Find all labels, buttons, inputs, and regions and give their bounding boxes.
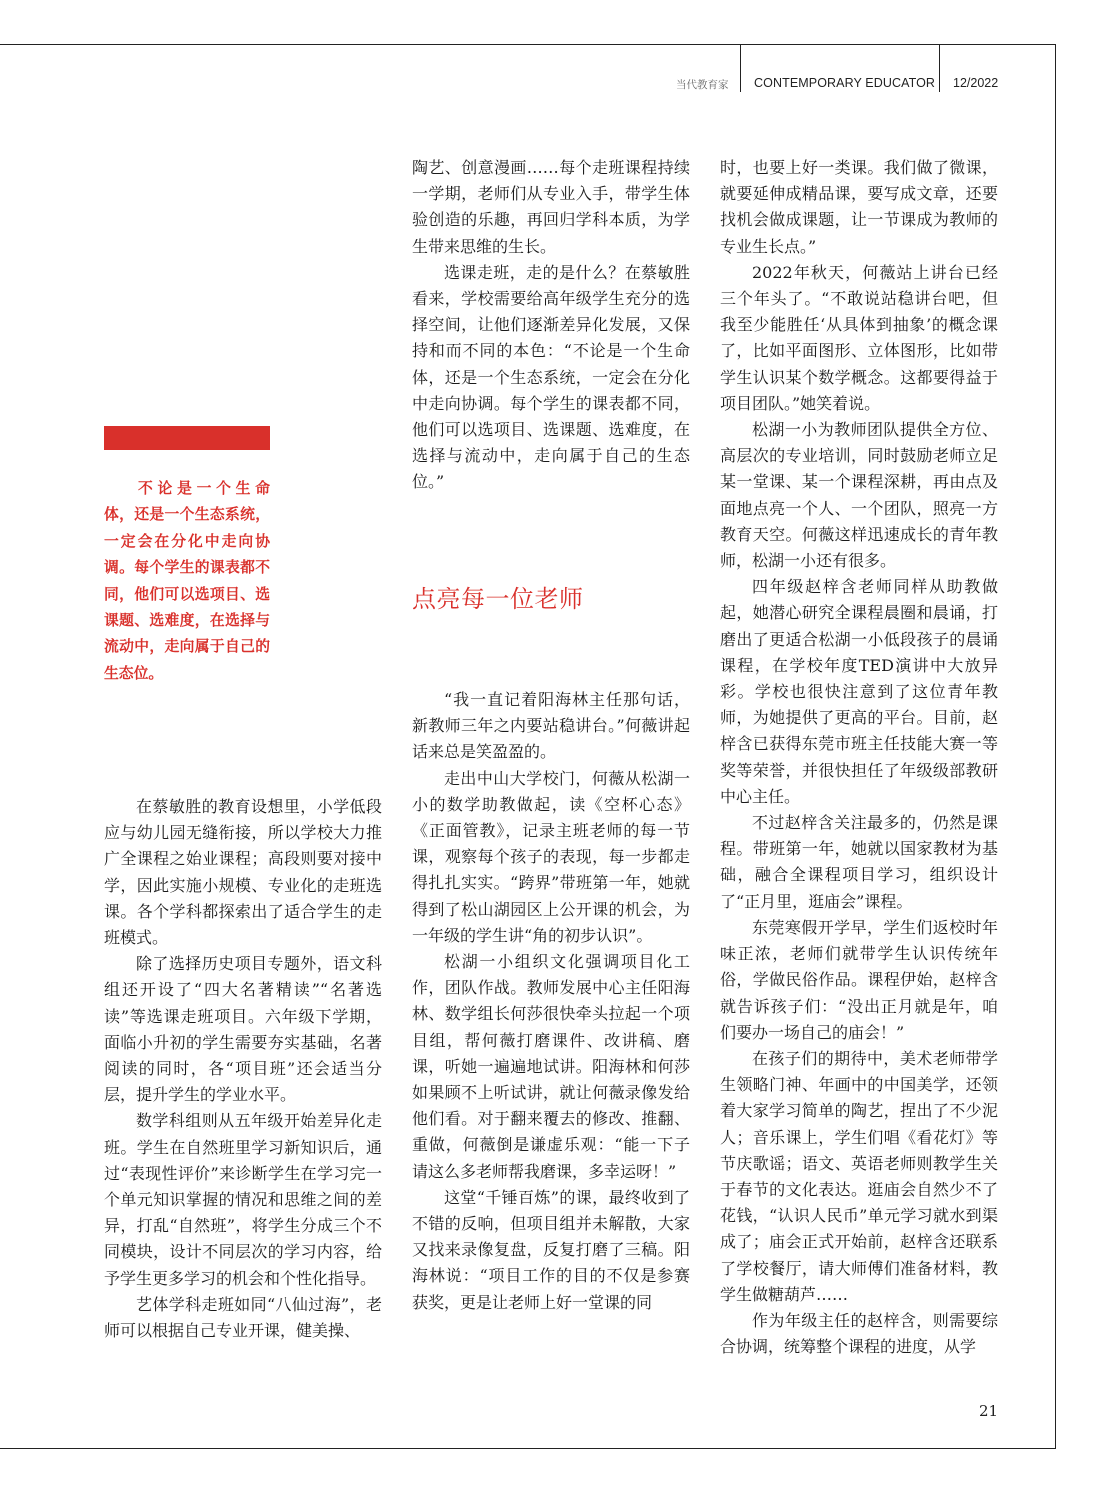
paragraph: 走出中山大学校门，何薇从松湖一小的数学助教做起，读《空杯心态》《正面管教》，记录主班老师的每一节课，观察每个孩子的表现，每一步都走得扎扎实实。“跨界”带班第一年，她就得到了松山湖园区上公开课的机会，为一年级的学生讲“角的初步认识”。 (412, 768, 690, 945)
bottom-rule (0, 1448, 1056, 1449)
paragraph: 在蔡敏胜的教育设想里，小学低段应与幼儿园无缝衔接，所以学校大力推广全课程之始业课程；高段则要对接中学，因此实施小规模、专业化的走班选课。各个学科都探索出了适合学生的走班模式。 (104, 797, 382, 948)
paragraph: 松湖一小组织文化强调项目化工作，团队作战。教师发展中心主任阳海林、数学组长何莎很快牵头拉起一个项目组，帮何薇打磨课件、改讲稿、磨课，听她一遍遍地试讲。阳海林和何莎如果顾不上听试讲，就让何薇录像发给他们看。对于翻来覆去的修改、推翻、重做，何薇倒是谦虚乐观：“能一下子请这么多老师帮我磨课，多幸运呀！” (412, 952, 690, 1181)
paragraph: 2022年秋天，何薇站上讲台已经三个年头了。“不敢说站稳讲台吧，但我至少能胜任‘从具体到抽象’的概念课了，比如平面图形、立体图形，比如带学生认识某个数学概念。这都要得益于项目团队。”她笑着说。 (720, 262, 998, 413)
paragraph: 不过赵梓含关注最多的，仍然是课程。带班第一年，她就以国家教材为基础，融合全课程项目学习，组织设计了“正月里，逛庙会”课程。 (720, 813, 998, 911)
paragraph: 松湖一小为教师团队提供全方位、高层次的专业培训，同时鼓励老师立足某一堂课、某一个课程深耕，再由点及面地点亮一个人、一个团队，照亮一方教育天空。何薇这样迅速成长的青年教师，松湖一小还有很多。 (720, 420, 998, 571)
paragraph: “我一直记着阳海林主任那句话，新教师三年之内要站稳讲台。”何薇讲起话来总是笑盈盈的。 (412, 690, 690, 762)
paragraph: 除了选择历史项目专题外，语文科组还开设了“四大名著精读”“名著选读”等选课走班项目。六年级下学期，面临小升初的学生需要夯实基础，名著阅读的同时，各“项目班”还会适当分层，提升学生的学业水平。 (104, 954, 382, 1105)
paragraph: 这堂“千锤百炼”的课，最终收到了不错的反响，但项目组并未解散，大家又找来录像复盘，反复打磨了三稿。阳海林说：“项目工作的目的不仅是参赛获奖，更是让老师上好一堂课的同 (412, 1187, 690, 1312)
paragraph: 数学科组则从五年级开始差异化走班。学生在自然班里学习新知识后，通过“表现性评价”来诊断学生在学习完一个单元知识掌握的情况和思维之间的差异，打乱“自然班”，将学生分成三个不同模块，设计不同层次的学习内容，给予学生更多学习的机会和个性化指导。 (104, 1111, 382, 1288)
paragraph: 时，也要上好一类课。我们做了微课，就要延伸成精品课，要写成文章，还要找机会做成课题，让一节课成为教师的专业生长点。” (720, 158, 998, 256)
paragraph: 作为年级主任的赵梓含，则需要综合协调，统筹整个课程的进度，从学 (720, 1310, 998, 1357)
paragraph: 陶艺、创意漫画……每个走班课程持续一学期，老师们从专业入手，带学生体验创造的乐趣，再回归学科本质，为学生带来思维的生长。 (412, 158, 690, 256)
issue-number: 12/2022 (953, 76, 999, 90)
paragraph: 在孩子们的期待中，美术老师带学生领略门神、年画中的中国美学，还领着大家学习简单的陶艺，捏出了不少泥人；音乐课上，学生们唱《看花灯》等节庆歌谣；语文、英语老师则教学生关于春节的文化表达。逛庙会自然少不了花钱，“认识人民币”单元学习就水到渠成了；庙会正式开始前，赵梓含还联系了学校餐厅，请大师傅们准备材料，教学生做糖葫芦…… (720, 1048, 998, 1304)
paragraph: 选课走班，走的是什么？在蔡敏胜看来，学校需要给高年级学生充分的选择空间，让他们逐渐差异化发展，又保持和而不同的本色：“不论是一个生命体，还是一个生态系统，一定会在分化中走向协调。每个学生的课表都不同，他们可以选项目、选课题、选难度，在选择与流动中，走向属于自己的生态位。” (412, 262, 690, 492)
column-2-bottom (412, 687, 690, 1316)
column-1 (104, 794, 382, 1344)
pull-quote-red-bar (104, 426, 270, 450)
header-divider (740, 44, 741, 92)
magazine-name-en: CONTEMPORARY EDUCATOR (754, 76, 936, 90)
section-heading: 点亮每一位老师 (412, 585, 584, 613)
pull-quote: 不论是一个生命体，还是一个生态系统，一定会在分化中走向协调。每个学生的课表都不同，他们可以选项目、选课题、选难度，在选择与流动中，走向属于自己的生态位。 (104, 480, 270, 682)
top-rule (0, 44, 1056, 45)
column-2-top (412, 155, 690, 496)
paragraph: 东莞寒假开学早，学生们返校时年味正浓，老师们就带学生认识传统年俗，学做民俗作品。课程伊始，赵梓含就告诉孩子们：“没出正月就是年，咱们要办一场自己的庙会！” (720, 917, 998, 1042)
magazine-name-cn: 当代教育家 (676, 79, 729, 91)
right-rule (1055, 44, 1056, 1449)
header-divider (939, 44, 940, 92)
page-number: 21 (979, 1402, 999, 1420)
paragraph: 四年级赵梓含老师同样从助教做起，她潜心研究全课程晨圈和晨诵，打磨出了更适合松湖一小低段孩子的晨诵课程，在学校年度TED演讲中大放异彩。学校也很快注意到了这位青年教师，为她提供了更高的平台。目前，赵梓含已获得东莞市班主任技能大赛一等奖等荣誉，并很快担任了年级级部教研中心主任。 (720, 577, 998, 806)
paragraph: 艺体学科走班如同“八仙过海”，老师可以根据自己专业开课，健美操、 (104, 1294, 382, 1341)
column-3 (720, 155, 998, 1360)
